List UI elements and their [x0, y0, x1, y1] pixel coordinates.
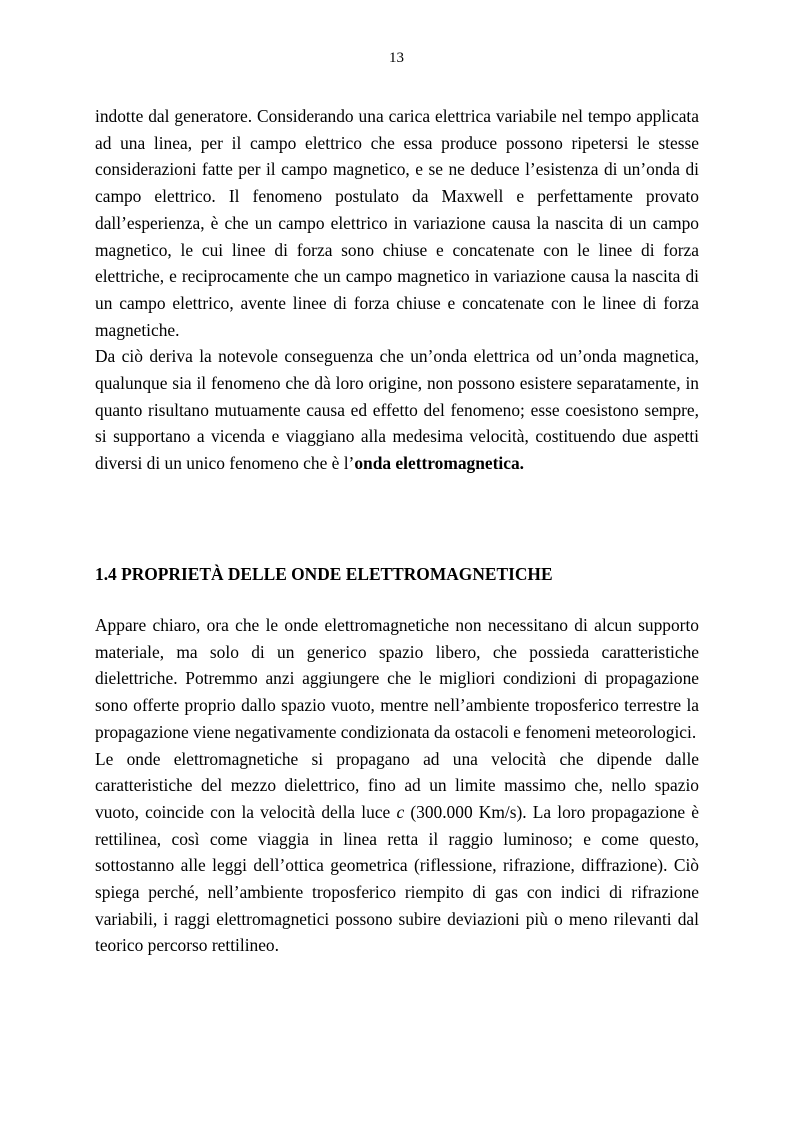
paragraph-consequence [95, 343, 699, 477]
paragraph-propagation-medium: Appare chiaro, ora che le onde elettromagnetiche non necessitano di alcun supporto materiale, ma solo di un generico spazio libero, che possieda caratteristiche dielettriche. Potremmo anzi aggiungere che le migliori condizioni di propagazione sono offerte proprio dallo spazio vuoto, mentre nell’ambiente troposferico terrestre la propagazione viene negativamente condizionata da ostacoli e fenomeni meteorologici. [95, 615, 699, 742]
section-heading: 1.4 PROPRIETÀ DELLE ONDE ELETTROMAGNETICHE [95, 564, 553, 584]
section-1-body [95, 103, 699, 477]
page-number: 13 [389, 50, 404, 66]
section-2-body [95, 612, 699, 959]
paragraph-speed-after: (300.000 Km/s). La loro propagazione è rettilinea, così come viaggia in linea retta il raggio luminoso; e come questo, sottostanno alle leggi dell’ottica geometrica (riflessione, rifrazione, diffrazione). Ciò spiega perché, nell’ambiente troposferico riempito di gas con indici di rifrazione variabili, i raggi elettromagnetici possono subire deviazioni più o meno rilevanti dal teorico percorso rettilineo. [95, 801, 699, 956]
speed-of-light-symbol: c [396, 801, 405, 822]
bold-term-onda-elettromagnetica: onda elettromagnetica. [354, 453, 525, 474]
paragraph-maxwell: indotte dal generatore. Considerando una carica elettrica variabile nel tempo applicata ad una linea, per il campo elettrico che essa produce possono ripetersi le stesse considerazioni fatte per il campo magnetico, e se ne deduce l’esistenza di un’onda di campo elettrico. Il fenomeno postulato da Maxwell e perfettamente provato dall’esperienza, è che un campo elettrico in variazione causa la nascita di un campo magnetico, le cui linee di forza sono chiuse e concatenate con le linee di forza elettriche, e reciprocamente che un campo magnetico in variazione causa la nascita di un campo elettrico, avente linee di forza chiuse e concatenate con le linee di forza magnetiche. [95, 106, 699, 340]
paragraph-speed-before: Le onde elettromagnetiche si propagano ad una velocità che dipende dalle caratteristiche del mezzo dielettrico, fino ad un limite massimo che, nello spazio vuoto, coincide con la velocità della luce [95, 748, 699, 822]
paragraph-consequence-text: Da ciò deriva la notevole conseguenza che un’onda elettrica od un’onda magnetica, qualunque sia il fenomeno che dà loro origine, non possono esistere separatamente, in quanto risultano mutuamente causa ed effetto del fenomeno; esse coesistono sempre, si supportano a vicenda e viaggiano alla medesima velocità, costituendo due aspetti diversi di un unico fenomeno che è l’ [95, 346, 699, 474]
paragraph-propagation-speed [95, 746, 699, 960]
